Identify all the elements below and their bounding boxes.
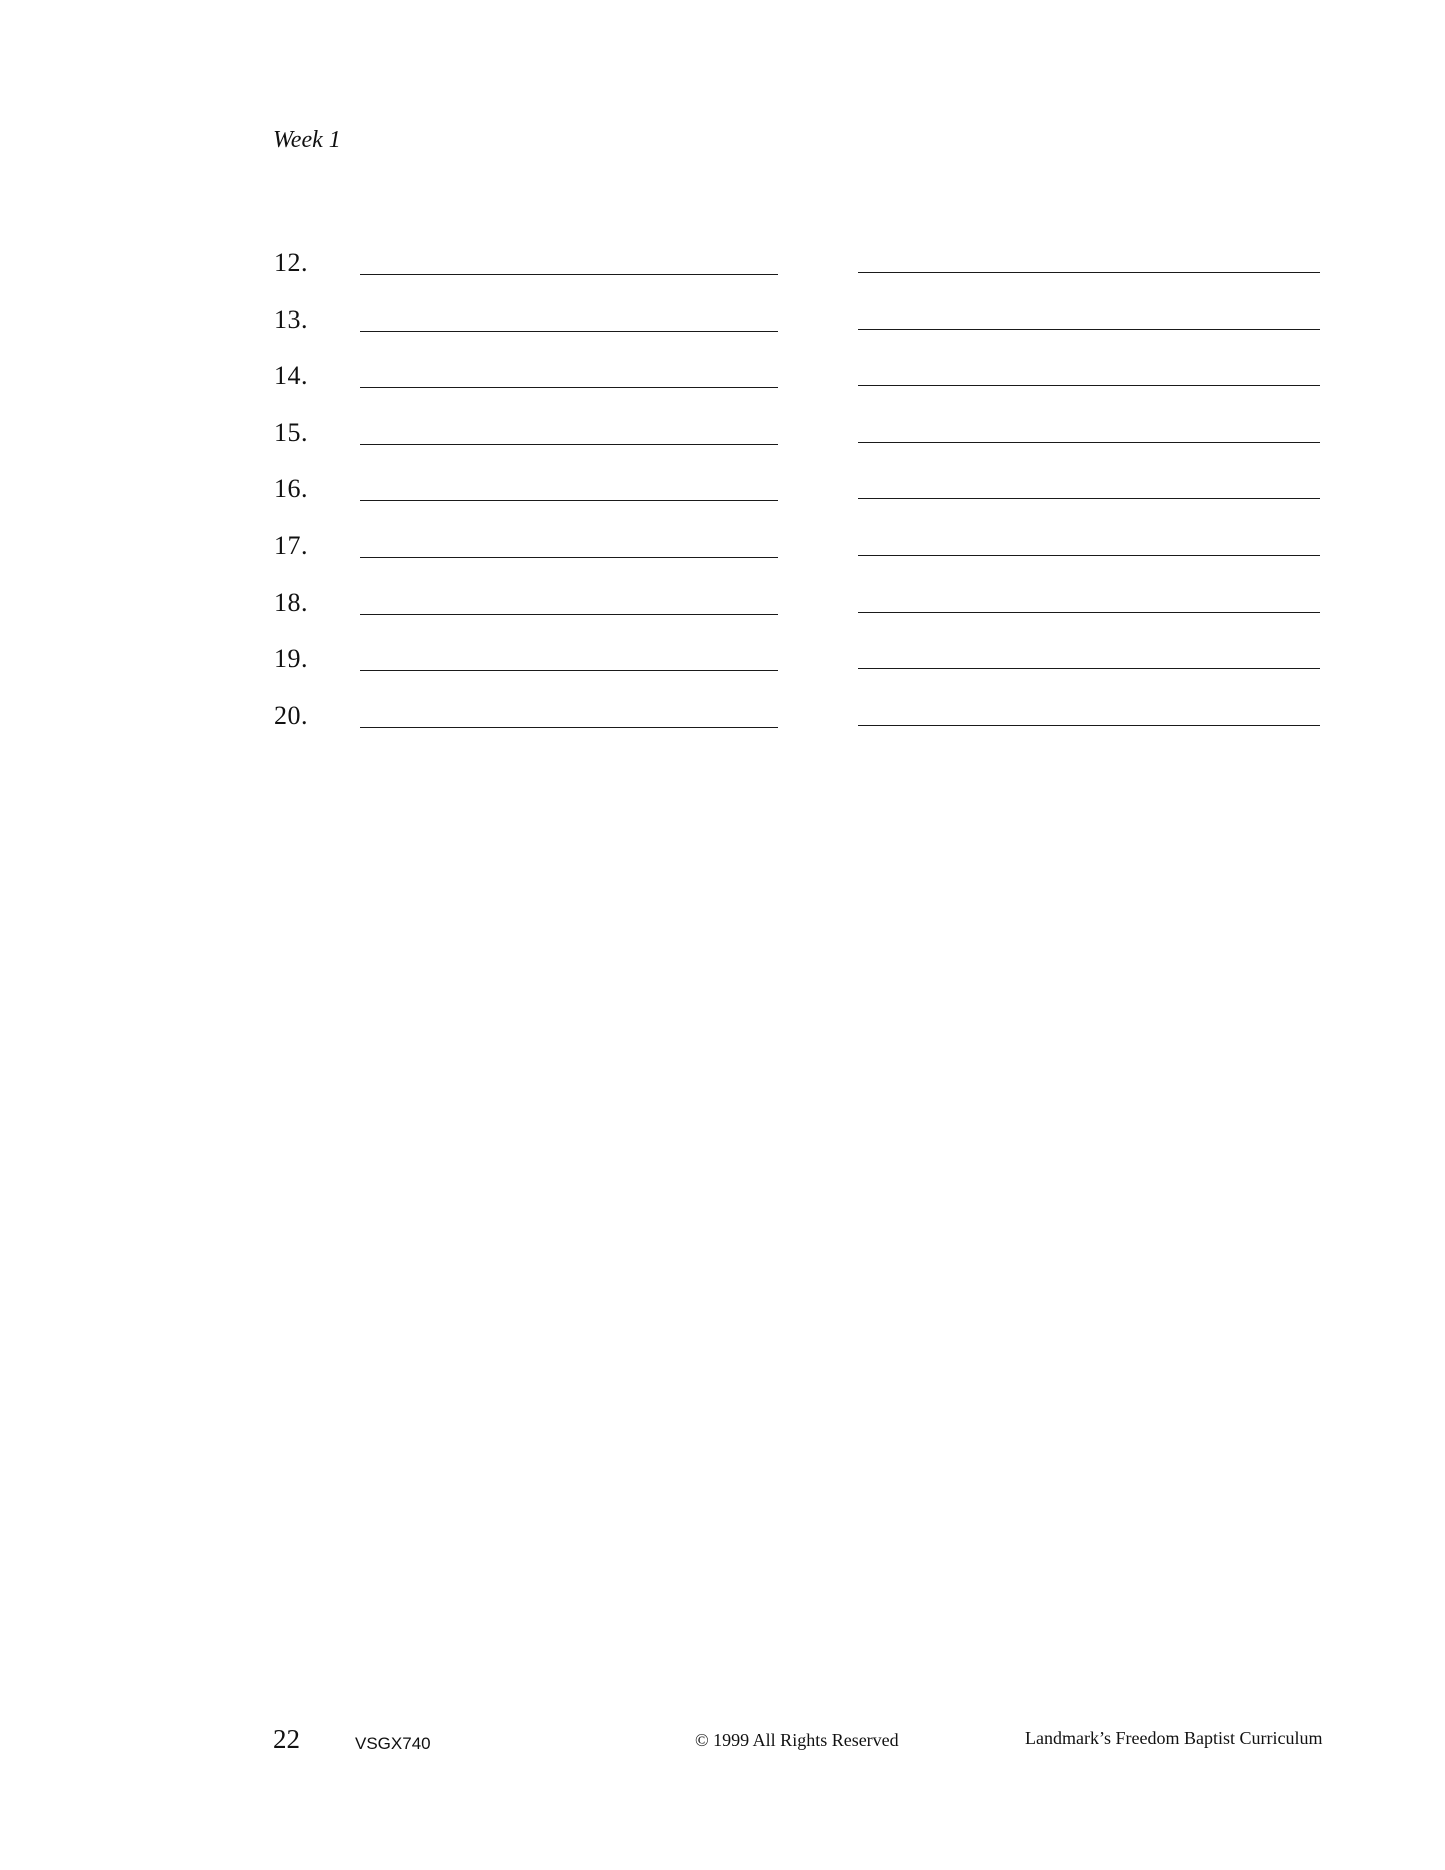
answer-blank-left xyxy=(360,444,778,445)
answer-blank-left xyxy=(360,670,778,671)
answer-row xyxy=(270,640,1340,697)
answer-row xyxy=(270,357,1340,414)
question-number: 13. xyxy=(274,304,308,334)
answer-row xyxy=(270,301,1340,358)
answer-row xyxy=(270,414,1340,471)
answer-blank-left xyxy=(360,614,778,615)
answer-blank-right xyxy=(858,498,1320,499)
answer-blank-right xyxy=(858,272,1320,273)
question-number: 17. xyxy=(274,530,308,560)
answer-blank-right xyxy=(858,385,1320,386)
answer-row xyxy=(270,470,1340,527)
page-number: 22 xyxy=(273,1724,300,1754)
question-number: 12. xyxy=(274,248,308,277)
question-number: 16. xyxy=(274,474,308,504)
answer-row xyxy=(270,584,1340,641)
answer-blank-right xyxy=(858,329,1320,330)
question-number: 18. xyxy=(274,587,308,617)
document-code: VSGX740 xyxy=(355,1734,431,1753)
answer-blank-right xyxy=(858,442,1320,443)
copyright-notice: © 1999 All Rights Reserved xyxy=(695,1730,899,1750)
answer-blank-left xyxy=(360,500,778,501)
question-number: 20. xyxy=(274,700,308,730)
answer-blank-right xyxy=(858,555,1320,556)
answer-row xyxy=(270,697,1340,754)
question-number: 15. xyxy=(274,417,308,447)
answer-blank-left xyxy=(360,274,778,275)
answer-blank-right xyxy=(858,725,1320,726)
answer-blank-left xyxy=(360,727,778,728)
publisher-name: Landmark’s Freedom Baptist Curriculum xyxy=(1025,1728,1323,1748)
answer-blank-right xyxy=(858,668,1320,669)
answer-blank-right xyxy=(858,612,1320,613)
question-number: 19. xyxy=(274,644,308,674)
week-header: Week 1 xyxy=(273,127,341,153)
answer-blank-left xyxy=(360,387,778,388)
answer-blank-left xyxy=(360,331,778,332)
answer-blank-left xyxy=(360,557,778,558)
answer-row xyxy=(270,527,1340,584)
answer-row xyxy=(270,244,1340,301)
question-number: 14. xyxy=(274,361,308,391)
page-footer xyxy=(0,1720,1445,1760)
answer-rows xyxy=(270,244,1340,753)
